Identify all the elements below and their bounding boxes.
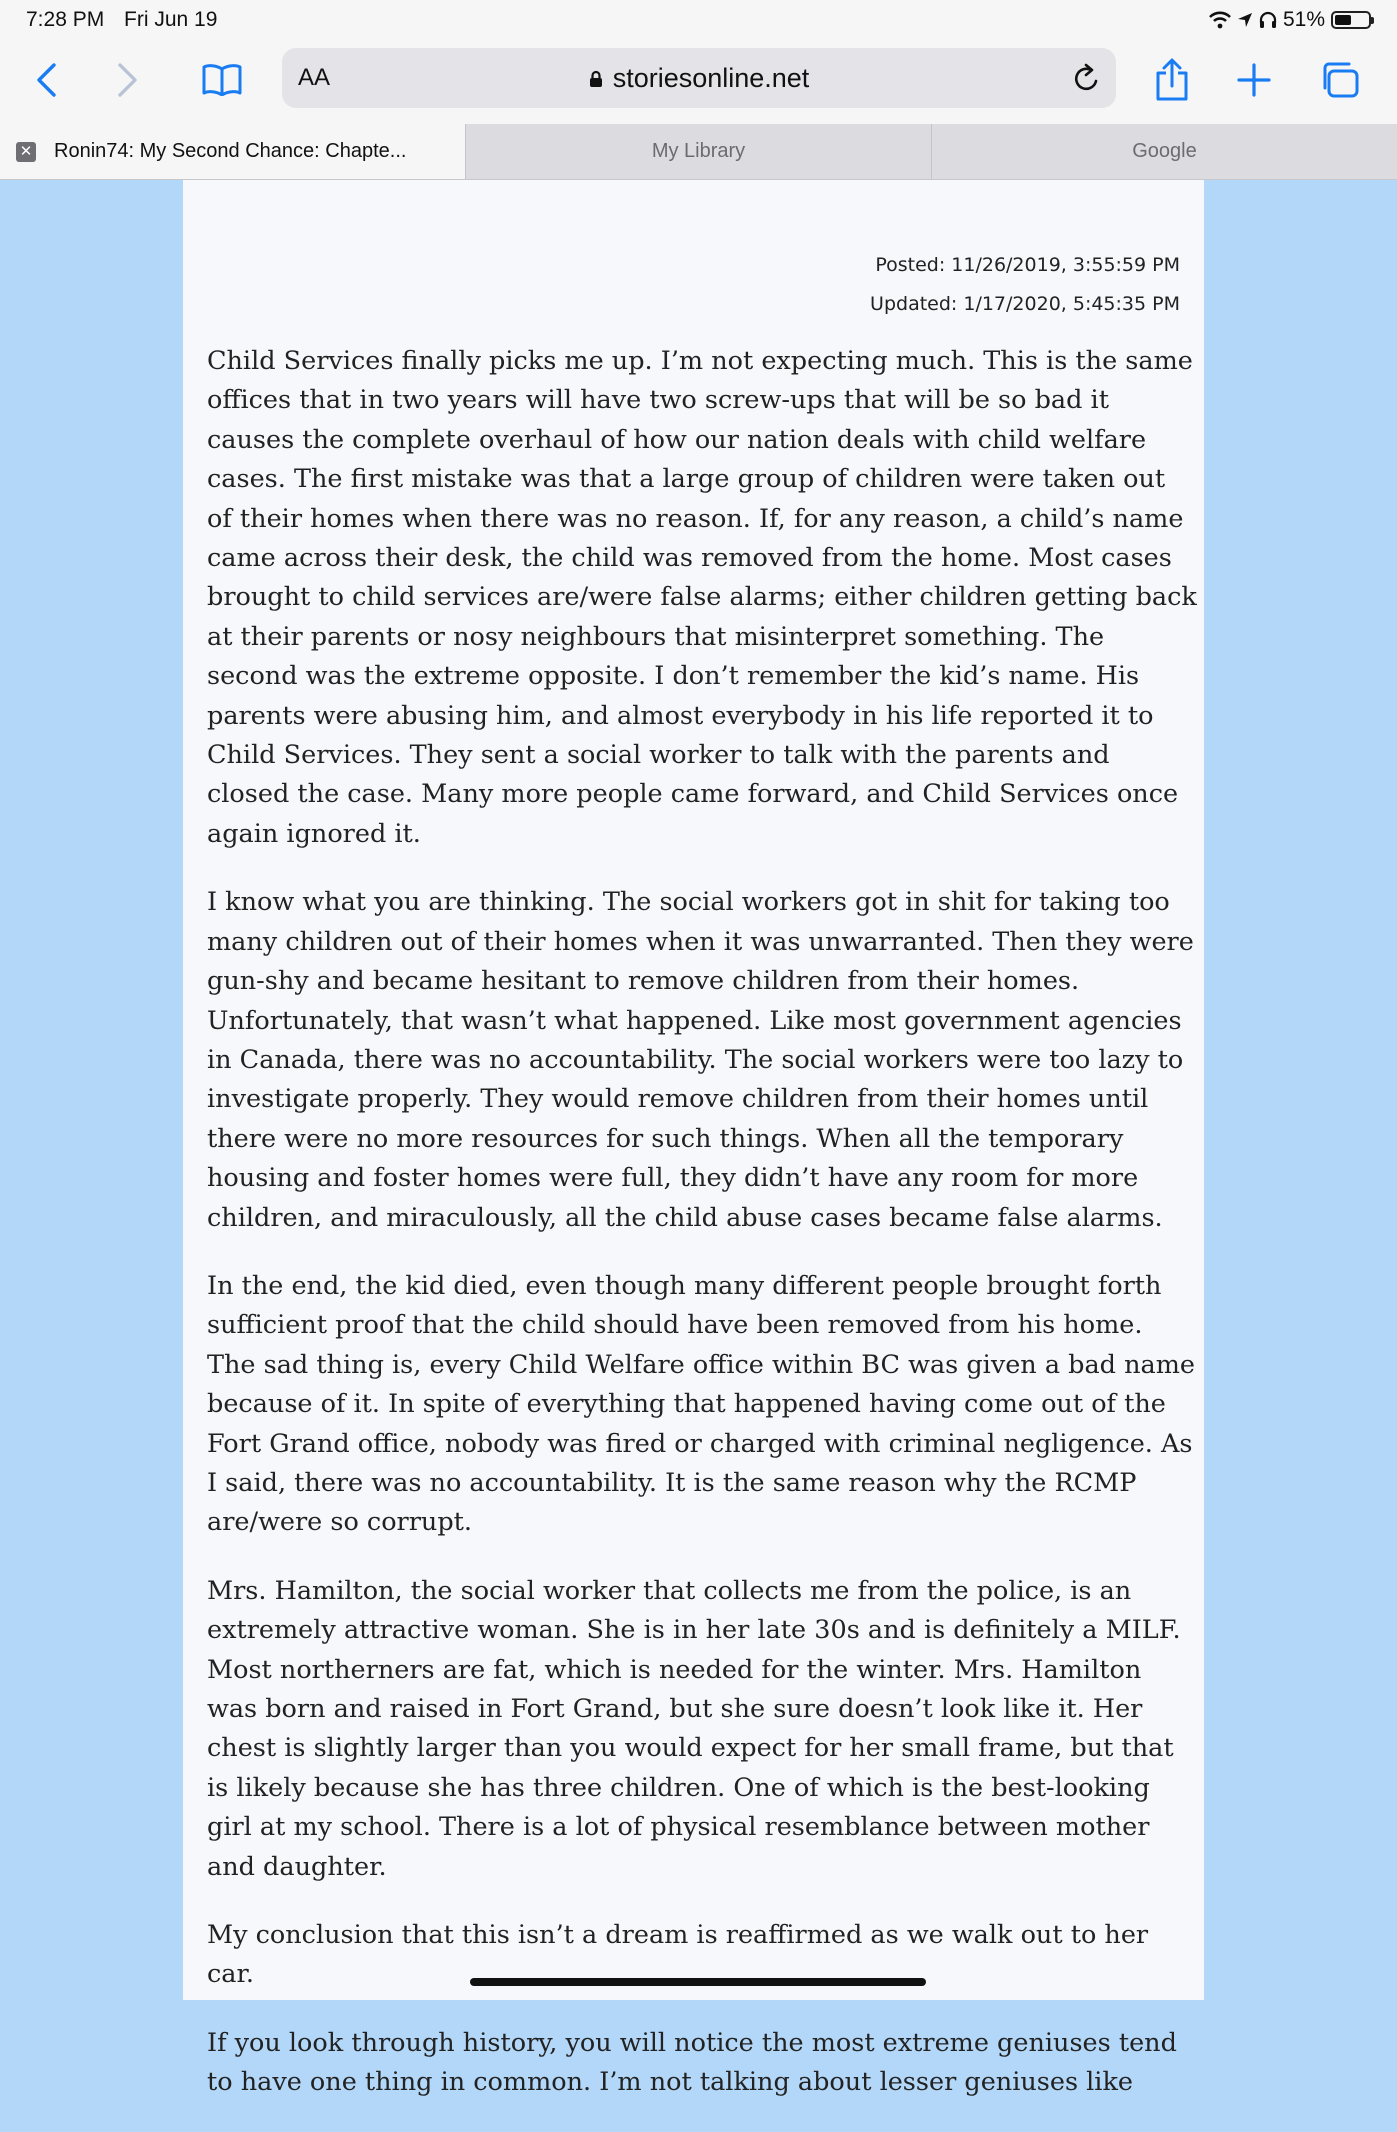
chevron-left-icon xyxy=(35,62,57,98)
story-paragraph: My conclusion that this isn’t a dream is reaffirmed as we walk out to her car. xyxy=(207,1920,1149,1990)
tab-story[interactable] xyxy=(0,124,465,179)
share-button[interactable] xyxy=(1146,54,1198,106)
battery-icon xyxy=(1331,11,1371,29)
text-size-label: AA xyxy=(298,64,331,91)
story-paragraph: I know what you are thinking. The social workers got in shit for taking too many children out of their homes when it was unwarranted. Then they were gun-shy and became hesitant to remove children from their homes. Unfortunately, that wasn’t what happened. Like most government agencies in Canada, there was no accountability. The social workers were too lazy to investigate properly. They would remove children from their homes until there were no more resources for such things. When all the temporary housing and foster homes were full, they didn’t have any room for more children, and miraculously, all the child abuse cases became false alarms. xyxy=(207,887,1194,1233)
address-bar[interactable] xyxy=(282,48,1116,108)
headphones-icon xyxy=(1259,11,1277,29)
back-button[interactable] xyxy=(20,54,72,106)
status-indicators xyxy=(1209,8,1371,32)
lock-icon xyxy=(589,70,603,88)
tabs-icon xyxy=(1319,61,1361,99)
status-time: 7:28 PM xyxy=(26,8,105,31)
story-dates xyxy=(870,246,1180,324)
close-tab-icon[interactable]: ✕ xyxy=(16,142,36,162)
tab-story-label: Ronin74: My Second Chance: Chapte... xyxy=(54,140,407,162)
reload-icon[interactable] xyxy=(1072,62,1102,94)
location-arrow-icon xyxy=(1237,12,1253,28)
home-indicator[interactable] xyxy=(470,1978,926,1986)
chevron-right-icon xyxy=(117,62,139,98)
url-field[interactable] xyxy=(282,63,1116,94)
story-text xyxy=(207,342,1197,2132)
browser-toolbar xyxy=(0,40,1397,124)
story-page xyxy=(183,180,1204,2098)
wifi-icon xyxy=(1209,11,1231,29)
status-date: Fri Jun 19 xyxy=(124,8,218,31)
story-paragraph: If you look through history, you will notice the most extreme geniuses tend to have one thing in common. I’m not talking about lesser geniuses like xyxy=(207,2027,1177,2098)
tab-my-library[interactable] xyxy=(465,124,931,179)
story-paragraph: Mrs. Hamilton, the social worker that collects me from the police, is an extremely attractive woman. She is in her late 30s and is definitely a MILF. Most northerners are fat, which is needed for the winter. Mrs. Hamilton was born and raised in Fort Grand, but she sure doesn’t look like it. Her chest is slightly larger than you would expect for her small frame, but that is likely because she has three children. One of which is the best-looking girl at my school. There is a lot of physical resemblance between mother and daughter. xyxy=(207,1575,1181,1882)
book-icon xyxy=(202,64,242,96)
updated-date: Updated: 1/17/2020, 5:45:35 PM xyxy=(870,293,1180,315)
tab-google[interactable] xyxy=(931,124,1397,179)
story-paragraph: Child Services finally picks me up. I’m not expecting much. This is the same offices that in two years will have two screw-ups that will be so bad it causes the complete overhaul of how our nation deals with child welfare cases. The first mistake was that a large group of children were taken out of their homes when there was no reason. If, for any reason, a child’s name came across their desk, the child was removed from the home. Most cases brought to child services are/were false alarms; either children getting back at their parents or nosy neighbours that misinterpret something. The second was the extreme opposite. I don’t remember the kid’s name. His parents were abusing him, and almost everybody in his life reported it to Child Services. They sent a social worker to talk with the parents and closed the case. Many more people came forward, and Child Services once again ignored it. xyxy=(207,346,1197,849)
tab-bar xyxy=(0,124,1397,180)
tab-google-label: Google xyxy=(1132,140,1197,162)
story-paragraph: In the end, the kid died, even though many different people brought forth sufficient proof that the child should have been removed from his home. The sad thing is, every Child Welfare office within BC was given a bad name because of it. In spite of everything that happened having come out of the Fort Grand office, nobody was fired or charged with criminal negligence. As I said, there was no accountability. It is the same reason why the RCMP are/were so corrupt. xyxy=(207,1270,1196,1538)
battery-percent: 51% xyxy=(1282,8,1325,31)
bookmarks-button[interactable] xyxy=(196,54,248,106)
share-icon xyxy=(1154,58,1190,102)
forward-button[interactable] xyxy=(102,54,154,106)
posted-date: Posted: 11/26/2019, 3:55:59 PM xyxy=(875,254,1180,276)
tab-my-library-label: My Library xyxy=(651,140,746,162)
new-tab-button[interactable] xyxy=(1228,54,1280,106)
url-text: storiesonline.net xyxy=(612,63,810,93)
tabs-overview-button[interactable] xyxy=(1314,54,1366,106)
plus-icon xyxy=(1237,63,1271,97)
status-bar xyxy=(0,0,1397,40)
